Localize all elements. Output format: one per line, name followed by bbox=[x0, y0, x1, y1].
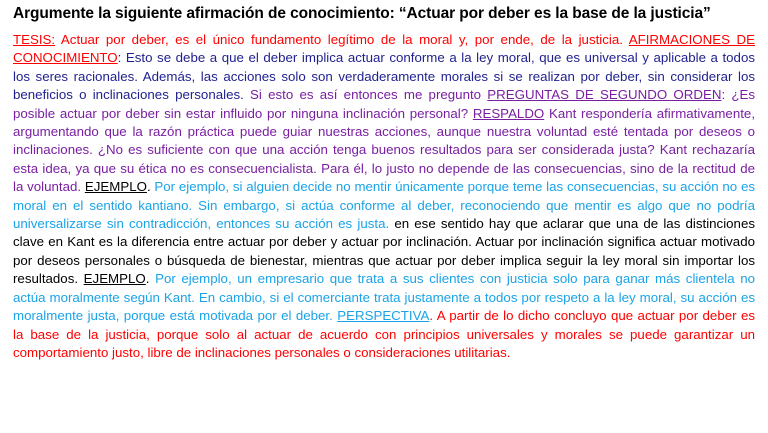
ejemplo-text-1: Por ejemplo, si alguien decide no mentir únicamente porque teme las consecuencias, su acción no es moral en el sentido kantiano. Sin embargo, si actúa conforme al deber, reconociendo que mentir es algo que no podría universalizarse sin contradicción, entonces su acción es justa. bbox=[13, 179, 755, 232]
ejemplo-label-1: EJEMPLO bbox=[84, 179, 147, 195]
perspectiva-text: . A partir de lo dicho concluyo que actuar por deber es la base de la justicia, porque solo al actuar de acuerdo con principios universales y morales se puede garantizar un comportamiento justo, libre de inclinaciones personales o consideraciones utilitarias. bbox=[13, 308, 755, 360]
distinction-text: en ese sentido hay que aclarar que una de las distinciones clave en Kant es la diferencia entre actuar por deber y actuar por inclinación. Actuar por inclinación significa actuar motivado por deseos personales o búsqueda de bienestar, mientras que actuar por deber implica seguir la ley moral sin importar los resultados. bbox=[13, 216, 755, 287]
perspectiva-label: PERSPECTIVA bbox=[337, 308, 430, 324]
ejemplo-dot-1: . bbox=[146, 179, 151, 195]
afirmaciones-text: : Esto se debe a que el deber implica actuar conforme a la ley moral, que es universal y aplicable a todos los seres racionales. Además, las acciones solo son verdaderamente morales si se realizan por deber, sin considerar los beneficios o inclinaciones personales. bbox=[13, 50, 755, 103]
preguntas-intro: Si esto es así entonces me pregunto bbox=[243, 87, 488, 103]
preguntas-text: : ¿Es posible actuar por deber sin estar influido por ninguna inclinación personal? bbox=[13, 87, 755, 121]
document bbox=[13, 5, 755, 362]
argument-paragraph bbox=[13, 31, 755, 362]
respaldo-text: Kant respondería afirmativamente, argumentando que la razón práctica puede guiar nuestras acciones, aunque nuestra voluntad esté tentada por deseos o inclinaciones. ¿No es suficiente con que una acción tenga buenos resultados para ser considerada justa? Kant rechazaría esta idea, ya que su ética no es consecuencialista. Para él, lo justo no depende de las consecuencias, sino de la rectitud de la voluntad. bbox=[13, 105, 756, 195]
respaldo-label: RESPALDO bbox=[472, 105, 545, 121]
ejemplo-dot-2: . bbox=[145, 271, 150, 287]
tesis-text: Actuar por deber, es el único fundamento legítimo de la moral y, por ende, de la justicia. bbox=[55, 32, 629, 47]
document-title: Argumente la siguiente afirmación de conocimiento: “Actuar por deber es la base de la justicia” bbox=[13, 5, 711, 22]
tesis-label: TESIS: bbox=[13, 32, 56, 47]
preguntas-label: PREGUNTAS DE SEGUNDO ORDEN bbox=[487, 87, 722, 103]
ejemplo-text-2: Por ejemplo, un empresario que trata a sus clientes con justicia solo para ganar más clientela no actúa moralmente según Kant. En cambio, si el comerciante trata justamente a todos por respeto a la ley moral, su acción es moralmente justa, porque está motivada por el deber. bbox=[13, 271, 755, 324]
ejemplo-label-2: EJEMPLO bbox=[83, 271, 146, 287]
afirmaciones-label: AFIRMACIONES DE CONOCIMIENTO bbox=[13, 32, 755, 66]
